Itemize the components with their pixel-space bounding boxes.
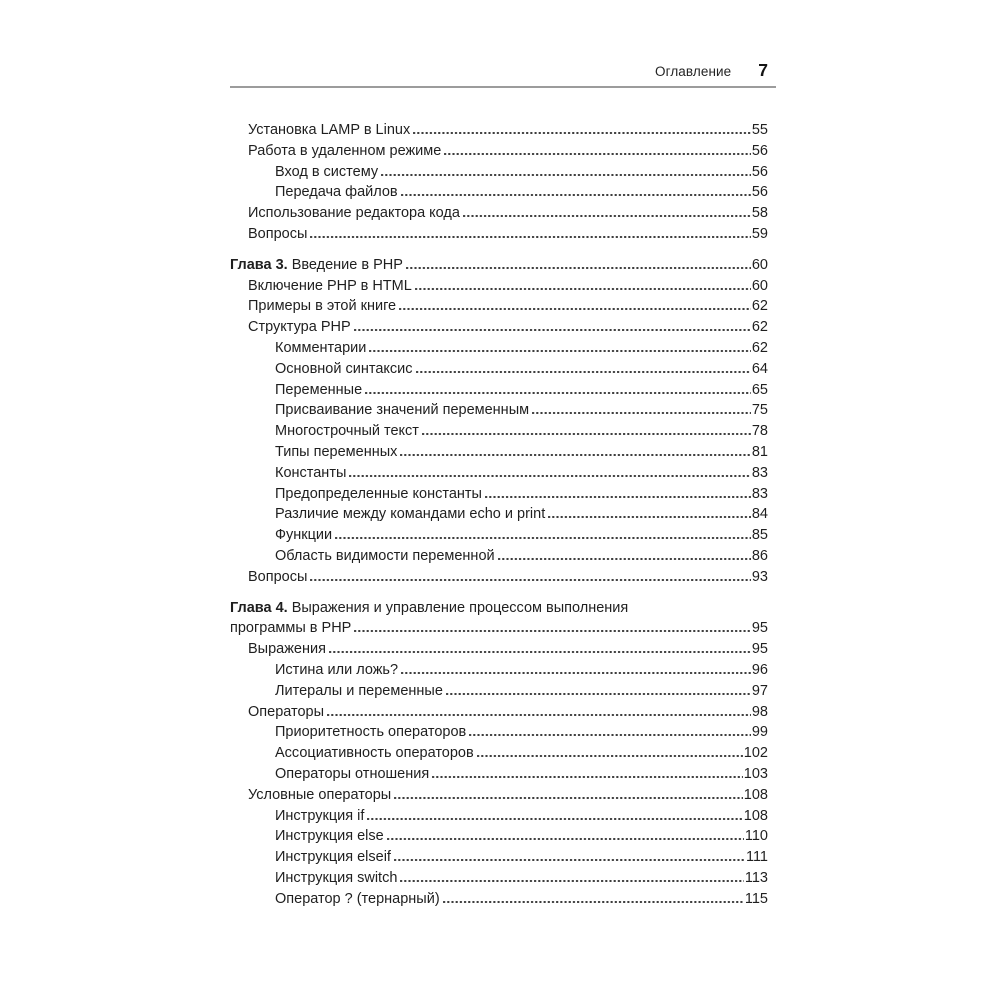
toc-entry-page-number: 64 — [751, 360, 768, 377]
toc-entry — [230, 598, 768, 619]
toc-entry — [230, 702, 768, 723]
dot-leader — [335, 537, 751, 539]
toc-entry-page-number: 60 — [751, 256, 768, 273]
toc-entry-label: Инструкция if — [275, 807, 365, 824]
toc-entry-page-number: 99 — [751, 724, 768, 741]
dot-leader — [394, 797, 743, 799]
toc-entry-label: Приоритетность операторов — [275, 724, 467, 741]
toc-entry — [230, 764, 768, 785]
toc-entry-page-number: 86 — [751, 547, 768, 564]
toc-entry-page-number: 95 — [751, 620, 768, 637]
dot-leader — [416, 371, 751, 373]
toc-entry-page-number: 56 — [751, 142, 768, 159]
toc-entry-label: программы в PHP — [230, 620, 352, 637]
toc-entry — [230, 868, 768, 889]
toc-entry — [230, 806, 768, 827]
toc-entry — [230, 546, 768, 567]
toc-entry-label: Примеры в этой книге — [248, 298, 397, 315]
dot-leader — [422, 433, 751, 435]
dot-leader — [394, 859, 745, 861]
toc-entry — [230, 484, 768, 505]
toc-entry-label: Вопросы — [248, 568, 308, 585]
toc-entry — [230, 660, 768, 681]
toc-entry-page-number: 97 — [751, 682, 768, 699]
toc-entry-page-number: 113 — [744, 869, 768, 886]
toc-entry-page-number: 98 — [751, 703, 768, 720]
toc-entry-label: Вход в систему — [275, 163, 379, 180]
toc-entry-label: Введение в PHP — [291, 256, 403, 273]
toc-entry — [230, 525, 768, 546]
toc-entry — [230, 504, 768, 525]
toc-entry — [230, 442, 768, 463]
toc-entry-label: Предопределенные константы — [275, 485, 482, 502]
toc-entry-page-number: 78 — [751, 423, 768, 440]
dot-leader — [444, 153, 751, 155]
toc-entry-label: Использование редактора кода — [248, 205, 460, 222]
dot-leader — [329, 651, 751, 653]
dot-leader — [485, 496, 751, 498]
toc-entry-label: Операторы — [248, 703, 325, 720]
toc-entry-label: Выражения — [248, 641, 326, 658]
toc-entry-page-number: 62 — [751, 339, 768, 356]
toc-entry — [230, 224, 768, 245]
toc-section — [230, 120, 768, 245]
dot-leader — [399, 308, 751, 310]
toc-entry-label: Вопросы — [248, 225, 308, 242]
toc-entry-page-number: 55 — [751, 122, 768, 138]
toc-entry — [230, 722, 768, 743]
toc-entry — [230, 276, 768, 297]
dot-leader — [498, 558, 751, 560]
toc-entry-page-number: 56 — [751, 163, 768, 180]
toc-entry-chapter-prefix: Глава 4. — [230, 599, 288, 616]
toc-entry-page-number: 62 — [751, 319, 768, 336]
toc-entry — [230, 338, 768, 359]
toc-entry — [230, 826, 768, 847]
dot-leader — [400, 454, 750, 456]
toc-entry — [230, 120, 768, 141]
toc-entry-page-number: 115 — [744, 890, 768, 907]
dot-leader — [369, 350, 751, 352]
toc-entry-label: Инструкция else — [275, 828, 384, 845]
dot-leader — [532, 412, 751, 414]
toc-entry-label: Константы — [275, 464, 347, 481]
dot-leader — [387, 838, 744, 840]
dot-leader — [548, 516, 751, 518]
toc-entry-label: Инструкция elseif — [275, 849, 391, 866]
toc-entry — [230, 743, 768, 764]
dot-leader — [401, 194, 751, 196]
toc-entry — [230, 255, 768, 276]
toc-entry — [230, 567, 768, 588]
dot-leader — [469, 734, 751, 736]
dot-leader — [354, 630, 751, 632]
toc-entry-label: Работа в удаленном режиме — [248, 142, 442, 159]
toc-entry-label: Присваивание значений переменным — [275, 402, 530, 419]
toc-entry-label: Ассоциативность операторов — [275, 745, 474, 762]
toc-entry-label: Включение PHP в HTML — [248, 277, 412, 294]
toc-entry — [230, 182, 768, 203]
dot-leader — [354, 329, 751, 331]
toc-section — [230, 255, 768, 588]
toc-entry-page-number: 83 — [751, 485, 768, 502]
dot-leader — [415, 288, 751, 290]
toc-entry-page-number: 59 — [751, 225, 768, 242]
running-head-page-number: 7 — [758, 60, 768, 80]
toc-entry-page-number: 58 — [751, 205, 768, 222]
toc-entry-page-number: 84 — [751, 506, 768, 523]
dot-leader — [443, 901, 744, 903]
toc-entry-page-number: 108 — [743, 807, 768, 824]
header-rule — [230, 86, 776, 88]
toc-entry-page-number: 102 — [743, 745, 768, 762]
toc-entry — [230, 359, 768, 380]
toc-entry-label: Инструкция switch — [275, 869, 398, 886]
toc-entry — [230, 463, 768, 484]
toc-entry-label: Истина или ложь? — [275, 661, 399, 678]
dot-leader — [367, 818, 742, 820]
toc-entry-label: Переменные — [275, 381, 363, 398]
toc-entry-page-number: 62 — [751, 298, 768, 315]
toc-entry-page-number: 85 — [751, 527, 768, 544]
toc-section — [230, 598, 768, 910]
toc-entry-page-number: 95 — [751, 641, 768, 658]
toc-entry-label: Различие между командами echo и print — [275, 506, 546, 523]
toc-entry-label: Типы переменных — [275, 443, 398, 460]
toc-entry-label: Функции — [275, 527, 333, 544]
toc-entry — [230, 400, 768, 421]
toc-entry-label: Комментарии — [275, 339, 367, 356]
toc-entry-page-number: 111 — [745, 849, 768, 866]
dot-leader — [400, 880, 743, 882]
toc-entry-page-number: 75 — [751, 402, 768, 419]
toc-entry-page-number: 93 — [751, 568, 768, 585]
toc-entry-page-number: 83 — [751, 464, 768, 481]
toc-entry-label: Область видимости переменной — [275, 547, 495, 564]
dot-leader — [406, 267, 751, 269]
toc-entry — [230, 203, 768, 224]
toc-entry — [230, 681, 768, 702]
toc-entry — [230, 421, 768, 442]
toc-entry — [230, 847, 768, 868]
toc-entry-label: Выражения и управление процессом выполнения — [291, 599, 629, 616]
toc-entry-label: Оператор ? (тернарный) — [275, 890, 440, 907]
toc-entry-page-number: 103 — [743, 765, 768, 782]
dot-leader — [365, 392, 751, 394]
running-head — [230, 60, 768, 81]
dot-leader — [310, 236, 750, 238]
toc-entry-page-number: 60 — [751, 277, 768, 294]
toc-entry — [230, 618, 768, 639]
toc-entry-page-number: 56 — [751, 184, 768, 201]
toc-entry-page-number: 108 — [743, 786, 768, 803]
toc-entry — [230, 141, 768, 162]
toc-entry-label: Операторы отношения — [275, 765, 430, 782]
dot-leader — [432, 776, 743, 778]
toc-entry-chapter-prefix: Глава 3. — [230, 256, 288, 273]
toc-entry-page-number: 96 — [751, 661, 768, 678]
dot-leader — [327, 714, 751, 716]
dot-leader — [349, 475, 750, 477]
toc-entry — [230, 317, 768, 338]
dot-leader — [310, 579, 750, 581]
toc-entry-page-number: 110 — [744, 828, 768, 845]
dot-leader — [477, 755, 743, 757]
toc-entry-page-number: 81 — [751, 443, 768, 460]
toc-entry-label: Структура PHP — [248, 319, 351, 336]
toc-entry-label: Основной синтаксис — [275, 360, 413, 377]
toc-entry-label: Условные операторы — [248, 786, 392, 803]
table-of-contents — [230, 120, 768, 909]
toc-entry-label: Литералы и переменные — [275, 682, 443, 699]
toc-entry — [230, 889, 768, 910]
toc-entry — [230, 785, 768, 806]
dot-leader — [463, 215, 751, 217]
dot-leader — [401, 672, 751, 674]
toc-entry — [230, 639, 768, 660]
toc-entry-label: Многострочный текст — [275, 423, 419, 440]
toc-entry-page-number: 65 — [751, 381, 768, 398]
dot-leader — [381, 174, 751, 176]
dot-leader — [446, 693, 751, 695]
toc-entry-label: Передача файлов — [275, 184, 398, 201]
toc-entry — [230, 380, 768, 401]
toc-entry — [230, 162, 768, 183]
running-head-section-title: Оглавление — [655, 64, 732, 79]
toc-entry-label: Установка LAMP в Linux — [248, 122, 411, 138]
dot-leader — [413, 132, 751, 134]
toc-entry — [230, 296, 768, 317]
